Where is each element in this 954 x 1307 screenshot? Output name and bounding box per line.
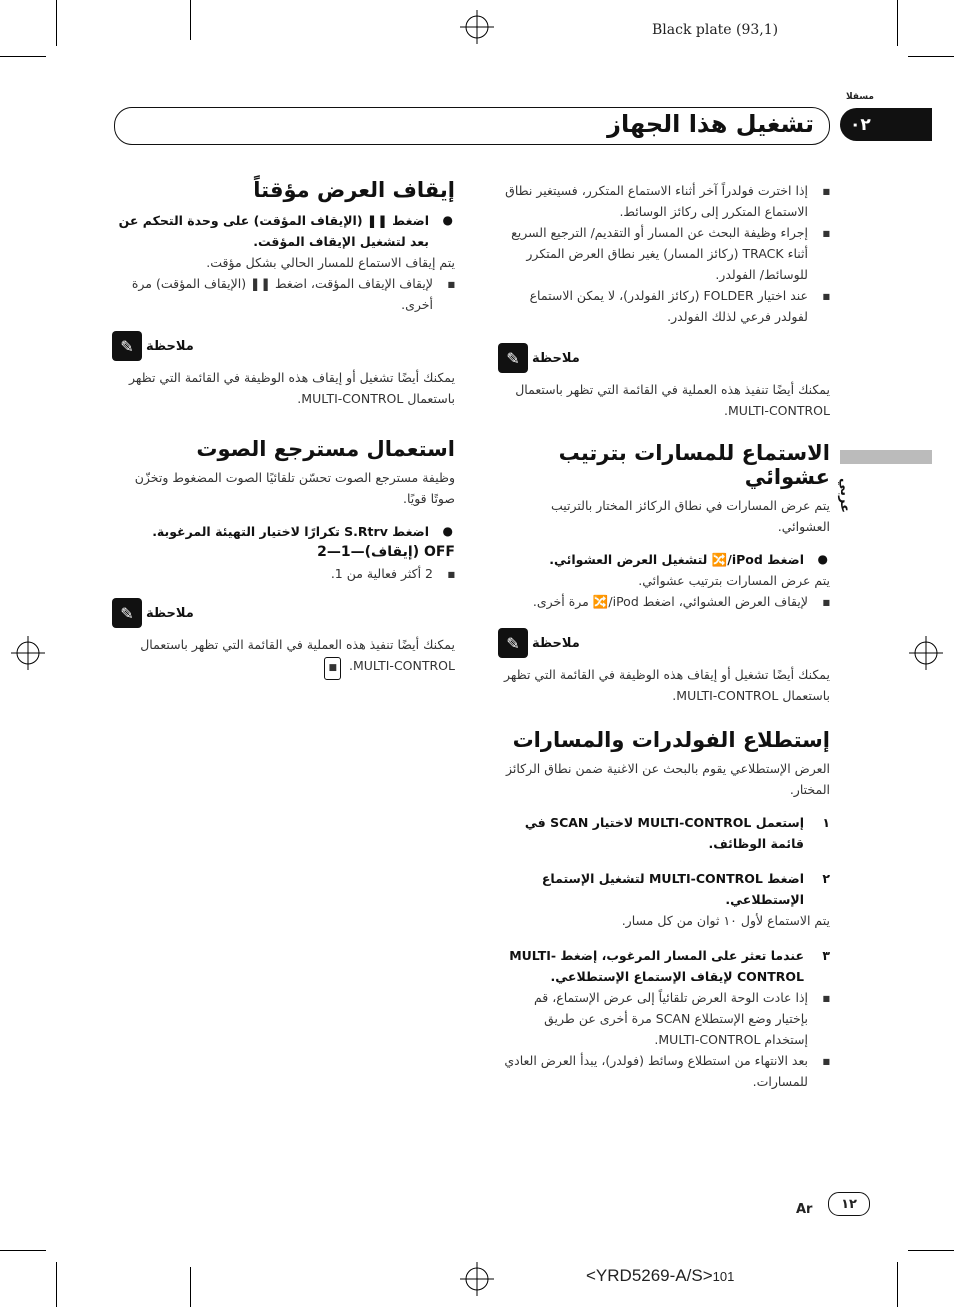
- registration-mark-icon: [909, 636, 943, 670]
- action-item: ● اضغط S.Rtrv تكرارًا لاختيار التهيئة المرغوبة.: [112, 521, 455, 542]
- page-number-badge: [828, 1192, 870, 1216]
- list-item: ■ إجراء وظيفة البحث عن المسار أو التقديم/ الترجيع السريع أثناء TRACK (ركائز المسار) يغير نطاق العرض المتكرر للوسائط/ الفولدر.: [498, 222, 830, 285]
- note-label: ملاحظة: [146, 605, 194, 621]
- registration-mark-icon: [11, 636, 45, 670]
- list-item: ■ عند اختيار FOLDER (ركائز الفولدر)، لا يمكن الاستماع لفولدر فرعي لذلك الفولدر.: [498, 285, 830, 327]
- list-item: ■ لإيقاف العرض العشوائي، اضغط iPod/🔀 مرة أخرى.: [498, 591, 830, 612]
- section-heading: إستطلاع الفولدرات والمسارات: [512, 728, 830, 752]
- step-text: إستعمل MULTI-CONTROL لاختيار SCAN في قائمة الوظائف.: [524, 815, 804, 851]
- note-text-content: يمكنك أيضًا تنفيذ هذه العملية في القائمة التي تظهر باستعمال MULTI-CONTROL.: [140, 637, 455, 673]
- action-item: ● اضغط ❚❚ (الإيقاف المؤقت) على وحدة التحكم عن بعد لتشغيل الإيقاف المؤقت.: [112, 210, 455, 252]
- crop-mark: [0, 56, 46, 57]
- section-heading: إيقاف العرض مؤقتاً: [253, 178, 455, 202]
- left-column: [112, 178, 455, 680]
- chapter-title: تشغيل هذا الجهاز: [607, 110, 814, 138]
- crop-mark: [897, 1262, 898, 1307]
- crop-mark: [56, 0, 57, 46]
- doc-code-number: 101: [712, 1269, 735, 1284]
- pencil-icon: ✎: [112, 331, 142, 361]
- note-text: يمكنك أيضًا تشغيل أو إيقاف هذه الوظيفة في القائمة التي تظهر باستعمال MULTI-CONTROL.: [129, 370, 455, 406]
- crop-mark: [908, 56, 954, 57]
- registration-mark-icon: [460, 10, 494, 44]
- note-text: يمكنك أيضًا تنفيذ هذه العملية في القائمة التي تظهر باستعمال MULTI-CONTROL.: [515, 382, 830, 418]
- step-item: ٣ عندما تعثر على المسار المرغوب، إضغط MULTI-CONTROL لإيقاف الإستماع الإستطلاعي.: [509, 948, 830, 984]
- pencil-icon: ✎: [112, 598, 142, 628]
- crop-mark: [897, 0, 898, 46]
- note-label: ملاحظة: [532, 635, 580, 651]
- body-text: يتم إيقاف الاستماع للمسار الحالي بشكل مؤقت.: [206, 255, 455, 270]
- chapter-number-badge: [840, 108, 932, 141]
- list-item: ■ إذا اخترت فولدراً آخر أثناء الاستماع المتكرر، فسيتغير نطاق الاستماع المتكرر إلى ركائز الوسائط.: [498, 180, 830, 222]
- crop-mark: [56, 1262, 57, 1307]
- doc-code-main: <YRD5269-A/S>: [586, 1266, 713, 1285]
- crop-mark: [190, 1267, 191, 1307]
- side-tab: [840, 450, 932, 464]
- section-intro: وظيفة مسترجع الصوت تحسّن تلقائيًا الصوت المضغوط وتخزّن صوتًا قويًا.: [134, 470, 455, 506]
- note-text: [112, 634, 455, 680]
- doc-code: [586, 1266, 734, 1286]
- note-header: [112, 598, 455, 628]
- pencil-icon: ✎: [498, 628, 528, 658]
- note-label: ملاحظة: [532, 350, 580, 366]
- end-mark-icon: ■: [324, 657, 341, 680]
- section-intro: يتم عرض المسارات في نطاق الركائز المختار بالترتيب العشوائي.: [550, 498, 830, 534]
- section-heading: الاستماع للمسارات بترتيب عشوائي: [558, 441, 830, 489]
- note-text: يمكنك أيضًا تشغيل أو إيقاف هذه الوظيفة في القائمة التي تظهر باستعمال MULTI-CONTROL.: [504, 667, 830, 703]
- right-column: [498, 180, 830, 1092]
- footer-lang: Ar: [796, 1202, 813, 1217]
- note-header: [498, 343, 830, 373]
- action-item: ● اضغط iPod/🔀 لتشغيل العرض العشوائي.: [498, 549, 830, 570]
- list-item: ■ بعد الانتهاء من استطلاع وسائط (فولدر)، يبدأ العرض العادي للمسارات.: [498, 1050, 830, 1092]
- crop-mark: [190, 0, 191, 40]
- body-text: يتم الاستماع لأول ١٠ ثوان من كل مسار.: [621, 913, 830, 928]
- chapter-label: مسقلا: [845, 92, 874, 102]
- step-item: ١ إستعمل MULTI-CONTROL لاختيار SCAN في قائمة الوظائف.: [524, 815, 830, 851]
- registration-mark-icon: [460, 1262, 494, 1296]
- chapter-number: ٠٢: [850, 114, 871, 135]
- list-item: ■ 2 أكثر فعالية من 1.: [112, 563, 455, 584]
- note-label: ملاحظة: [146, 338, 194, 354]
- plate-label: Black plate (93,1): [652, 22, 779, 38]
- pencil-icon: ✎: [498, 343, 528, 373]
- step-text: اضغط MULTI-CONTROL لتشغيل الإستماع الإستطلاعي.: [541, 871, 804, 907]
- step-item: ٢ اضغط MULTI-CONTROL لتشغيل الإستماع الإستطلاعي.: [541, 871, 830, 907]
- body-text: يتم عرض المسارات بترتيب عشوائي.: [638, 573, 830, 588]
- note-header: [112, 331, 455, 361]
- section-intro: العرض الإستطلاعي يقوم بالبحث عن الاغنية ضمن نطاق الركائز المختار.: [505, 761, 830, 797]
- crop-mark: [908, 1250, 954, 1251]
- option-sequence: OFF (إيقاف)—1—2: [317, 544, 455, 560]
- note-header: [498, 628, 830, 658]
- side-tab-label: عربي: [837, 478, 852, 514]
- list-item: ■ إذا عادت الوحة العرض تلقائياً إلى عرض الإستماع، قم بإختيار وضع الإستطلاع SCAN مرة أخرى عن طريق إستخدام MULTI-CONTROL.: [498, 987, 830, 1050]
- list-item: ■ لإيقاف الإيقاف المؤقت، اضغط ❚❚ (الإيقاف المؤقت) مرة أخرى.: [112, 273, 455, 315]
- step-text: عندما تعثر على المسار المرغوب، إضغط MULTI-CONTROL لإيقاف الإستماع الإستطلاعي.: [509, 948, 804, 984]
- section-heading: استعمال مسترجع الصوت: [196, 437, 455, 461]
- crop-mark: [0, 1250, 46, 1251]
- page-number: ١٢: [841, 1196, 857, 1212]
